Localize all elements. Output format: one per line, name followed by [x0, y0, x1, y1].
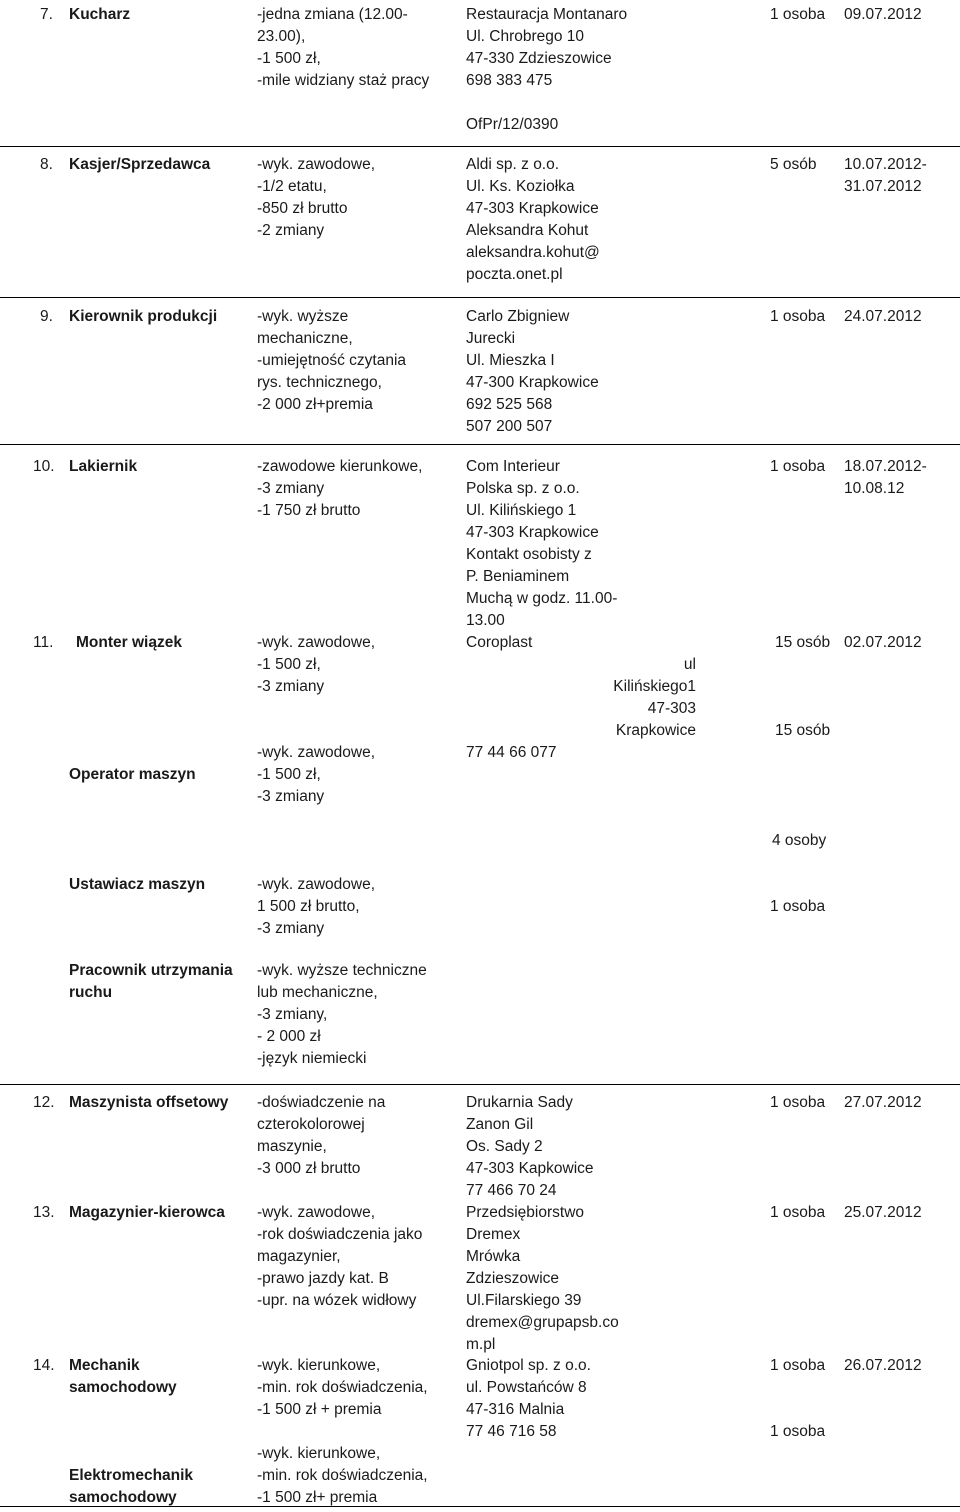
row-number: 8. [40, 156, 53, 173]
employer-address: ul Kilińskiego1 47-303 Krapkowice [613, 656, 696, 739]
position-title: Kucharz [69, 6, 131, 23]
position-count: 5 osób [770, 156, 817, 173]
employer-info: Carlo Zbigniew Jurecki Ul. Mieszka I 47-300 Krapkowice 692 525 568 507 200 507 [466, 308, 599, 435]
position-count: 1 osoba [770, 6, 826, 23]
position-count: 1 osoba [770, 1423, 826, 1440]
position-count: 1 osoba [770, 1204, 826, 1221]
position-requirements: -wyk. zawodowe, -1 500 zł, -3 zmiany [257, 744, 376, 805]
date: 24.07.2012 [844, 308, 922, 325]
position-requirements: -wyk. zawodowe, -1 500 zł, -3 zmiany [257, 634, 376, 695]
position-requirements: -wyk. kierunkowe, -min. rok doświadczenia, -1 500 zł+ premia [257, 1445, 428, 1506]
position-title: Operator maszyn [69, 766, 196, 783]
position-title: Magazynier-kierowca [69, 1204, 225, 1221]
position-title: Ustawiacz maszyn [69, 876, 206, 893]
employer-info: Drukarnia Sady Zanon Gil Os. Sady 2 47-303 Kapkowice 77 466 70 24 [466, 1094, 594, 1199]
position-requirements: -wyk. wyższe mechaniczne, -umiejętność czytania rys. technicznego, -2 000 zł+premia [257, 308, 407, 413]
row-number: 13. [33, 1204, 55, 1221]
row-number: 7. [40, 6, 53, 23]
position-requirements: -jedna zmiana (12.00- 23.00), -1 500 zł, -mile widziany staż pracy [257, 6, 430, 89]
date: 18.07.2012- 10.08.12 [844, 458, 927, 497]
row-divider [0, 444, 960, 445]
position-title: Kasjer/Sprzedawca [69, 156, 211, 173]
row-divider [0, 297, 960, 298]
position-count: 15 osób [775, 722, 831, 739]
position-requirements: -zawodowe kierunkowe, -3 zmiany -1 750 zł brutto [257, 458, 423, 519]
position-count: 1 osoba [770, 308, 826, 325]
position-title: Elektromechanik samochodowy [69, 1467, 194, 1506]
row-number: 9. [40, 308, 53, 325]
row-divider [0, 146, 960, 147]
employer-phone: 77 44 66 077 [466, 744, 557, 761]
position-title: Lakiernik [69, 458, 138, 475]
position-count: 1 osoba [770, 1094, 826, 1111]
position-requirements: -wyk. zawodowe, -rok doświadczenia jako magazynier, -prawo jazdy kat. B -upr. na wózek widłowy [257, 1204, 423, 1309]
employer-info: Aldi sp. z o.o. Ul. Ks. Koziołka 47-303 Krapkowice Aleksandra Kohut aleksandra.kohut@ poczta.onet.pl [466, 156, 600, 283]
employer-info: Com Interieur Polska sp. z o.o. Ul. Kilińskiego 1 47-303 Krapkowice Kontakt osobisty z P. Beniaminem Muchą w godz. 11.00- 13.00 [466, 458, 618, 629]
position-count: 1 osoba [770, 898, 826, 915]
employer-name: Coroplast [466, 634, 533, 651]
row-number: 14. [33, 1357, 55, 1374]
position-title: Pracownik utrzymania ruchu [69, 962, 233, 1001]
position-title: Monter wiązek [76, 634, 182, 651]
employer-info: Restauracja Montanaro Ul. Chrobrego 10 47-330 Zdzieszowice 698 383 475 OfPr/12/0390 [466, 6, 628, 133]
date: 26.07.2012 [844, 1357, 922, 1374]
date: 25.07.2012 [844, 1204, 922, 1221]
date: 09.07.2012 [844, 6, 922, 23]
position-requirements: -wyk. kierunkowe, -min. rok doświadczenia, -1 500 zł + premia [257, 1357, 428, 1418]
row-number: 10. [33, 458, 55, 475]
row-divider [0, 1084, 960, 1085]
position-count: 4 osoby [772, 832, 827, 849]
position-count: 1 osoba [770, 1357, 826, 1374]
position-count: 1 osoba [770, 458, 826, 475]
row-number: 11. [33, 634, 54, 651]
date: 02.07.2012 [844, 634, 922, 651]
position-requirements: -wyk. zawodowe, -1/2 etatu, -850 zł brutto -2 zmiany [257, 156, 376, 239]
position-title: Kierownik produkcji [69, 308, 218, 325]
position-requirements: -wyk. zawodowe, 1 500 zł brutto, -3 zmiany [257, 876, 376, 937]
row-number: 12. [33, 1094, 55, 1111]
employer-info: Przedsiębiorstwo Dremex Mrówka Zdzieszowice Ul.Filarskiego 39 dremex@grupapsb.co m.pl [466, 1204, 619, 1353]
position-count: 15 osób [775, 634, 831, 651]
position-title: Mechanik samochodowy [69, 1357, 177, 1396]
position-requirements: -doświadczenie na czterokolorowej maszynie, -3 000 zł brutto [257, 1094, 386, 1177]
date: 10.07.2012- 31.07.2012 [844, 156, 927, 195]
date: 27.07.2012 [844, 1094, 922, 1111]
position-title: Maszynista offsetowy [69, 1094, 229, 1111]
employer-info: Gniotpol sp. z o.o. ul. Powstańców 8 47-316 Malnia 77 46 716 58 [466, 1357, 591, 1440]
position-requirements: -wyk. wyższe techniczne lub mechaniczne, -3 zmiany, - 2 000 zł -język niemiecki [257, 962, 427, 1067]
